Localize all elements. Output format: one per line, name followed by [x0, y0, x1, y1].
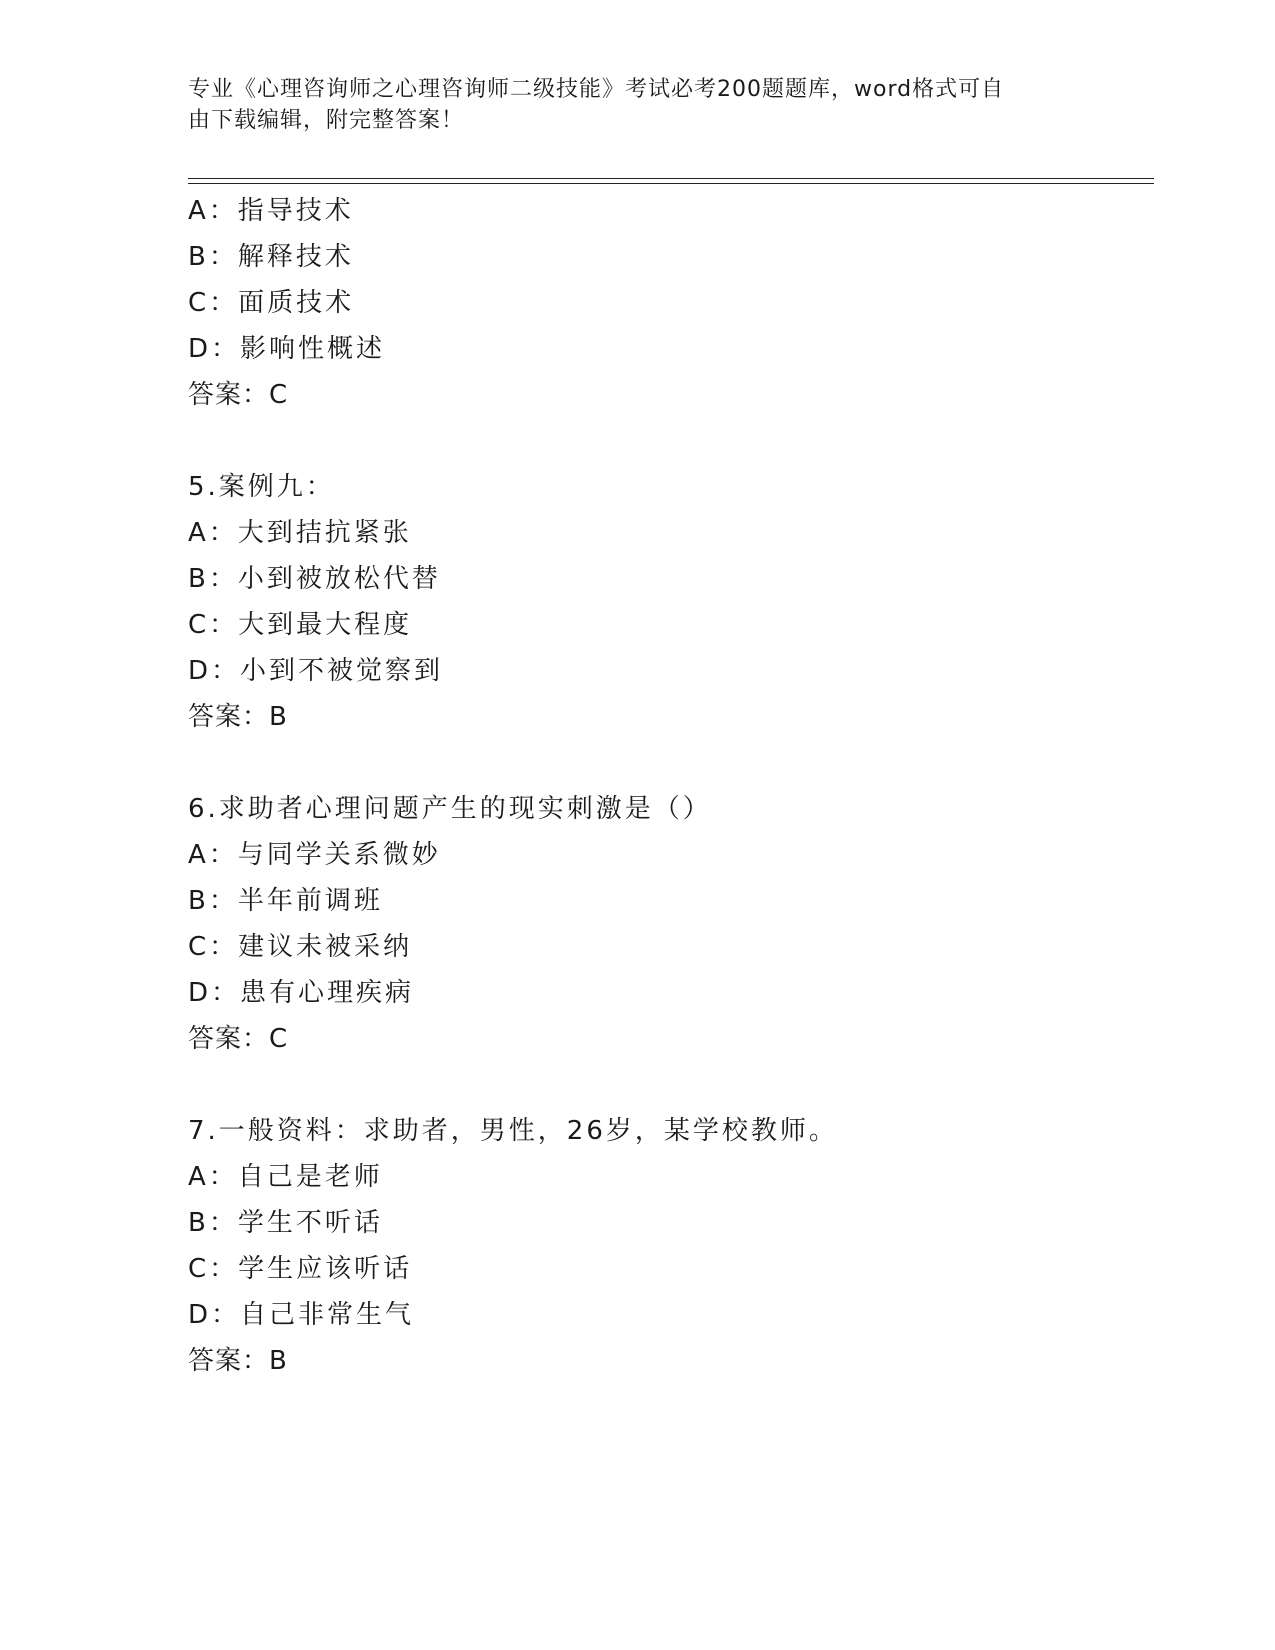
answer-line: 答案：C — [188, 1024, 289, 1054]
header-rule-top — [188, 178, 1154, 179]
option-c: C：建议未被采纳 — [188, 932, 413, 962]
option-b: B：小到被放松代替 — [188, 564, 441, 594]
option-a: A：指导技术 — [188, 196, 354, 226]
question-block — [188, 786, 1148, 1062]
answer-line: 答案：B — [188, 702, 288, 732]
option-b: B：解释技术 — [188, 242, 354, 272]
option-c: C：面质技术 — [188, 288, 355, 318]
question-stem: 5.案例九： — [188, 472, 335, 502]
option-a: A：与同学关系微妙 — [188, 840, 441, 870]
option-b: B：半年前调班 — [188, 886, 383, 916]
option-a: A：自己是老师 — [188, 1162, 383, 1192]
question-block — [188, 1108, 1148, 1384]
option-d: D：影响性概述 — [188, 334, 386, 364]
block-spacer — [188, 418, 1148, 464]
question-block — [188, 464, 1148, 740]
question-list — [188, 188, 1148, 1384]
header-rule-bottom — [188, 183, 1154, 184]
option-d: D：患有心理疾病 — [188, 978, 415, 1008]
option-c: C：大到最大程度 — [188, 610, 413, 640]
header-line-1: 专业《心理咨询师之心理咨询师二级技能》考试必考200题题库，word格式可自 — [188, 77, 1005, 102]
option-d: D：自己非常生气 — [188, 1300, 415, 1330]
answer-line: 答案：C — [188, 380, 289, 410]
question-stem: 7.一般资料：求助者，男性，26岁，某学校教师。 — [188, 1116, 838, 1146]
option-c: C：学生应该听话 — [188, 1254, 413, 1284]
option-b: B：学生不听话 — [188, 1208, 383, 1238]
option-a: A：大到拮抗紧张 — [188, 518, 412, 548]
option-d: D：小到不被觉察到 — [188, 656, 444, 686]
question-stem: 6.求助者心理问题产生的现实刺激是（） — [188, 794, 712, 824]
question-block — [188, 188, 1148, 418]
header-line-2: 由下载编辑，附完整答案！ — [188, 108, 465, 133]
block-spacer — [188, 1062, 1148, 1108]
block-spacer — [188, 740, 1148, 786]
document-header — [188, 74, 1078, 136]
answer-line: 答案：B — [188, 1346, 288, 1376]
